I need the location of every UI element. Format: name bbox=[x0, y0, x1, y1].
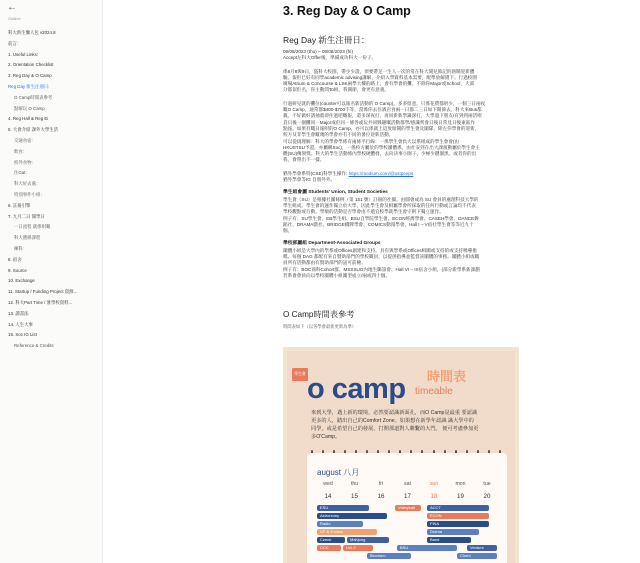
calendar-dates bbox=[315, 493, 500, 500]
date-label: 19 bbox=[457, 493, 464, 500]
text-line: 若系會會員向以學校團體小組團型成立/兩或四十個。 bbox=[283, 272, 390, 278]
toc-item[interactable]: O Camp時間表參考 bbox=[14, 94, 53, 100]
poster-subtitle: timeable bbox=[415, 386, 453, 397]
toc-item[interactable]: 2. Orientation Checklist bbox=[8, 62, 54, 68]
toc-item[interactable]: 13. 讀書法 bbox=[8, 310, 29, 316]
text-line: 蹈社、DRAMA戲社、BRIDGE橋牌學會、COMICS動漫學會、Hall I – V宿社學生會等等近九十 bbox=[283, 221, 474, 227]
outline-sidebar bbox=[0, 0, 103, 563]
text-line: 學校觀點或行動。學額的活動是否學會由不適宜校學就學生會守則下獨立運作。 bbox=[283, 209, 444, 215]
toc-item[interactable]: 14. 人生大事 bbox=[8, 321, 33, 327]
calendar-event-bar: Volleyball bbox=[395, 505, 421, 511]
calendar-event-bar: ECON bbox=[427, 513, 489, 519]
regday-heading: Reg Day 新生注冊日： bbox=[283, 35, 370, 45]
intro-paragraph bbox=[283, 69, 629, 94]
toc-item[interactable]: 15. Soc IG List bbox=[8, 332, 37, 338]
table-of-contents bbox=[8, 28, 100, 352]
outline-label: Outline bbox=[8, 16, 21, 21]
toc-item[interactable]: 9. Source bbox=[8, 267, 27, 273]
calendar-weekdays bbox=[315, 481, 500, 487]
text-line: 分都似佢名，你主動問To組，我開節，會更有意義。 bbox=[283, 87, 389, 93]
calendar-month: august 八月 bbox=[317, 468, 360, 477]
text-line: 係8月8與9日，盜科大校園，帶少少證，須要帶足一生人一次的常在科大開兒節記的熱鬧迎新體 bbox=[283, 68, 475, 74]
weekday-label: sat bbox=[404, 481, 411, 487]
text-line: 體(SU)傳領獎。科大的學生活動係內學校硬體發，去向決事小圈子，少極少鍵個黑。或者你的出 bbox=[283, 151, 477, 157]
document-content bbox=[283, 4, 629, 558]
calendar-event-bar: Band bbox=[427, 537, 471, 543]
poster-body-line: 更多的人，踏出自己的Comfort Zone。如果想在新學年認識 識大學中的 bbox=[311, 418, 474, 424]
text-line: 08/08/2023 (thu) – 09/08/2023 (fri) bbox=[283, 49, 353, 54]
calendar-event-bar: Radio bbox=[317, 521, 363, 527]
toc-item[interactable]: 住Gat: bbox=[14, 170, 27, 176]
toc-item[interactable]: 點解玩 O Camp bbox=[14, 105, 45, 111]
calendar-event-bar: ACCT bbox=[427, 505, 489, 511]
text-line: 頁日後一個攤同一Major成佢同一條各或玩共同興趣嘅活動都學/感識齊會日後日常見日後東區作 bbox=[283, 119, 475, 125]
toc-item[interactable]: 校外食物： bbox=[14, 159, 36, 165]
regday-dates bbox=[283, 49, 629, 62]
toc-item[interactable]: Reg Day 新生注冊日: bbox=[8, 82, 100, 93]
calendar-event-bar: CCC bbox=[317, 545, 341, 551]
toc-item[interactable]: 4. Reg Hall & Reg Ei bbox=[8, 116, 49, 122]
date-label: 14 bbox=[324, 493, 332, 500]
text-line: 行過研兒就的攤位(counter可以報名新活動的 O Camp)，多多留意，只係花費都唔少，一個三日兩夜 bbox=[283, 100, 486, 106]
text-line: 學生組成。學生會的運作獨立於大學，因此學生會及相屬學會所採取的任何行動或言論均不代表 bbox=[283, 202, 476, 208]
toc-item[interactable]: 7. 九月二日 開學日 bbox=[8, 213, 45, 219]
text-line: 校方及非學生會嘅幾的學會亦有不同的暑位迎新活動。 bbox=[283, 132, 394, 138]
poster-calendar bbox=[307, 453, 507, 563]
calendar-event-bar: Mahjong bbox=[347, 537, 389, 543]
back-arrow-icon[interactable]: ← bbox=[7, 2, 17, 13]
calendar-event-bar: Uni-Y bbox=[343, 545, 373, 551]
text-line: 例子有：SU學生會、EB學生組、BSU自學院學生會、ECON經濟學會、CASEH學會、DANCE舞 bbox=[283, 215, 479, 221]
weekday-label: mon bbox=[455, 481, 466, 487]
page-title: 3. Reg Day & O Camp bbox=[283, 4, 411, 18]
toc-item[interactable]: 10. Exchange bbox=[8, 278, 35, 284]
toc-item[interactable]: 揀科： bbox=[14, 245, 28, 251]
date-label: 20 bbox=[483, 493, 491, 500]
weekday-label: thu bbox=[350, 481, 359, 487]
text-line: 員所有活動都由有贊助部門的話可前檢。 bbox=[283, 260, 366, 266]
dept-paragraph bbox=[283, 248, 629, 279]
toc-item[interactable]: 3. Reg Day & O Camp bbox=[8, 73, 52, 79]
date-label: 15 bbox=[351, 493, 358, 500]
text-line: 嘅O Camp，通常都$400-$700不等，當係你去住酒店食兩一日都二三日如下開節去，科大來Bus都 bbox=[283, 107, 482, 113]
calendar-events bbox=[317, 505, 497, 563]
calendar-event-bar: FINA bbox=[427, 521, 489, 527]
text-line: 可以從規理解：科大的學會學係有兩條平行線：一係學生會負大以系組成的學生會會(由 bbox=[283, 138, 460, 144]
medium-link[interactable]: https://medium.com/@ustpeeps bbox=[348, 170, 414, 176]
toc-item[interactable]: 5. 大會介紹 課外大學生活 bbox=[8, 127, 59, 133]
toc-item[interactable]: 特別事件小組： bbox=[14, 191, 45, 197]
calendar-event-bar: BSU bbox=[397, 545, 457, 551]
toc-item[interactable]: Reference & Credits bbox=[14, 343, 54, 349]
toc-item[interactable]: 飲食： bbox=[14, 148, 28, 154]
calendar-event-bar: Venture bbox=[467, 545, 497, 551]
toc-item[interactable]: 11. Startup / Funding Project 資源... bbox=[8, 289, 78, 295]
calendar-event-bar: Drama bbox=[427, 529, 479, 535]
date-label: 16 bbox=[377, 493, 385, 500]
toc-item[interactable]: 科大新生懶人包 v2024.8 bbox=[8, 30, 56, 35]
poster-body-line: 來到大學，邁上新的環境，必然要認識新面孔，而O Camp是最重 要認識 bbox=[311, 410, 478, 416]
date-label: 17 bbox=[404, 493, 411, 500]
calendar-event-bar: Biochem bbox=[367, 553, 411, 559]
poster-title: o camp bbox=[307, 373, 406, 405]
dept-heading: 學校部屬組 Department-Associated Groups bbox=[283, 241, 381, 247]
poster-body-line: 同學，或是希望自己的發展，打開那道對人聯繫的大門。 便可考慮參加更 bbox=[311, 426, 479, 432]
su-heading: 學生組會屬 Students' Union, Student Societies bbox=[283, 190, 388, 196]
text-line: 例子有：BOC商科Cohort群、MSSSUG內地生聯誼會、Hall VI – IX宿舍小組，(部分新學系新課劃 bbox=[283, 266, 480, 272]
text-line: 載。不好做好請抽農即住過吧嘅報，還多深夜打，再同新新學識深打，大學過下朋友/有到到兩活咁 bbox=[283, 113, 482, 119]
poster-badge: 學生會 bbox=[292, 368, 308, 381]
toc-item[interactable]: 前言： bbox=[8, 40, 22, 46]
calendar-event-bar: Astronomy bbox=[317, 513, 387, 519]
ocamp-poster-image bbox=[283, 347, 519, 563]
calendar-event-bar: Czech bbox=[317, 537, 345, 543]
toc-item[interactable]: 交通食宿： bbox=[14, 137, 36, 143]
text-line: Accept左科大Offer後，準備成功科大一份子。 bbox=[283, 55, 377, 61]
text-line: 點報。如果有嘅日報咁的O Camp，亦可以係就上這度暗開的學生會及團隊，除左你學會的迎新， bbox=[283, 125, 480, 131]
calendar-event-bar: Chem bbox=[457, 553, 497, 559]
poster-title-zh: 時間表 bbox=[427, 369, 467, 384]
ocamp-heading: O Camp時間表參考 bbox=[283, 310, 355, 320]
weekday-label: sun bbox=[429, 481, 439, 487]
calendar-event-bar: CF & X class bbox=[317, 529, 377, 535]
poster-body-line: 多O'Camp。 bbox=[311, 434, 341, 440]
calendar-event-bar: ESU bbox=[317, 505, 369, 511]
toc-item[interactable]: 科大選修課程 bbox=[14, 235, 41, 241]
text-line: 廣場Atrium & Concourse & LSK兩學大樓的路上，會有學會的攤，不除你Major或School，大部 bbox=[283, 81, 475, 87]
ocamp-caption: 時間表如下（以各學會最新更新為準） bbox=[283, 324, 357, 330]
weekday-label: fri bbox=[378, 481, 384, 487]
date-label: 18 bbox=[430, 493, 438, 500]
text-line: 嗯。每個 DAG 都配有來自贊助部門的學校職員，以提供指導並監督該團體的事務。團體小組或職 bbox=[283, 254, 480, 260]
text-line: 學生會（SU）是根據社團條例（第 151 號）註冊的社團。由圓會成為 SU 會員的處理科技大學的 bbox=[283, 196, 479, 202]
toc-item[interactable]: 8. 宿舍 bbox=[8, 256, 22, 262]
toc-item[interactable]: 一日流程 就係咁嘅 bbox=[14, 224, 51, 230]
links-paragraph: 猶外學會系特(CSE)科學生操作: https://medium.com/@ustpeeps 猶外學會等IG 自朋外外。 bbox=[283, 170, 414, 183]
document-main bbox=[103, 0, 640, 563]
toc-item[interactable]: 6. 註冊引擎 bbox=[8, 202, 31, 208]
su-paragraph bbox=[283, 197, 629, 235]
toc-item[interactable]: 1. Useful Links: bbox=[8, 51, 39, 57]
weekday-label: wed bbox=[323, 481, 333, 487]
toc-item[interactable]: 科大好去處： bbox=[14, 181, 41, 187]
poster-background bbox=[287, 351, 515, 563]
ocamp-paragraph bbox=[283, 101, 629, 164]
poster-body bbox=[311, 409, 511, 441]
text-line: 團體小組是大學內的學系或Offices創建和支持，具有與學系或Offices相關或支持的或支持嗎導擔 bbox=[283, 247, 477, 253]
text-line: HKUSTSU予證，亦屬稱Soc)，一係校方屬於的學校團體係，由社安到在出大課演動屬於學生會主 bbox=[283, 144, 480, 150]
text-line: 個。 bbox=[283, 228, 293, 234]
text-line: 我，會帶出不一樣。 bbox=[283, 157, 325, 163]
text-line: 驗。報佢已好有同學academic advising講解，介紹入學資料基本需要，配準放解園下。行過校園 bbox=[283, 74, 477, 80]
weekday-label: tue bbox=[483, 481, 491, 487]
toc-item[interactable]: 12. 科大Part Time / 暑學校資料... bbox=[8, 299, 73, 305]
